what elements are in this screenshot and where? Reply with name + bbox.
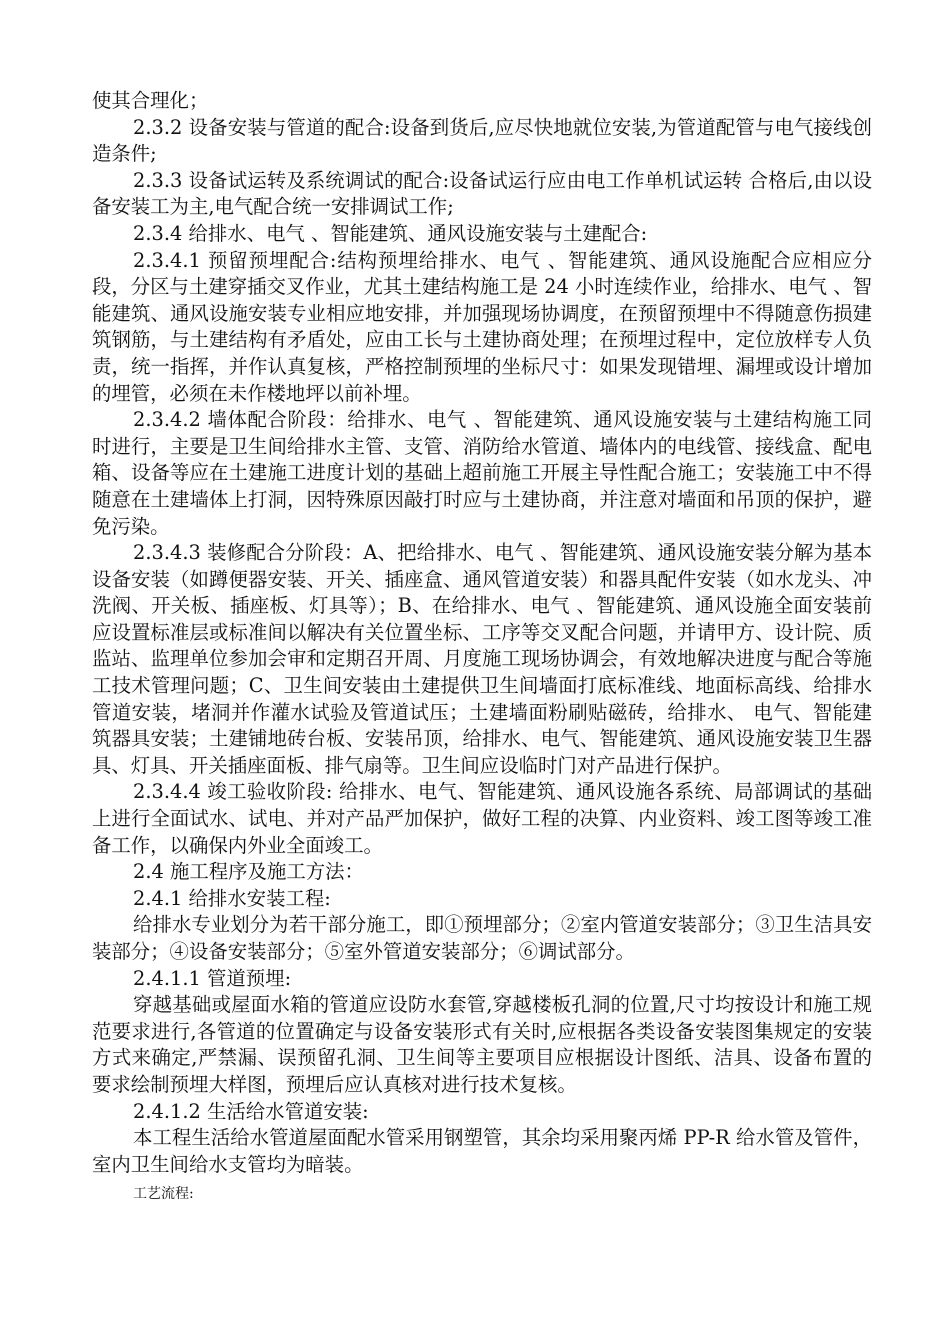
paragraph: 2.3.4.3 装修配合分阶段：A、把给排水、电气 、智能建筑、通风设施安装分解为基本设备安装（如蹲便器安装、开关、插座盒、通风管道安装）和器具配件安装（如水龙头、冲洗阀、开关板、插座板、灯具等）；B、在给排水、电气 、智能建筑、通风设施全面安装前应设置标准层或标准间以解决有关位置坐标、工序等交叉配合问题，并请甲方、设计院、质监站、监理单位参加会审和定期召开周、月度施工现场协调会，有效地解决进度与配合等施工技术管理问题；C、卫生间安装由土建提供卫生间墙面打底标准线、地面标高线、给排水管道安装，堵洞并作灌水试验及管道试压；土建墙面粉刷贴磁砖，给排水、 电气、智能建筑器具安装；土建铺地砖台板、安装吊顶，给排水、电气、智能建筑、通风设施安装卫生器具、灯具、开关插座面板、排气扇等。卫生间应设临时门对产品进行保护。	[92, 541, 872, 777]
paragraph: 2.3.4.4 竣工验收阶段: 给排水、电气、智能建筑、通风设施各系统、局部调试的基础上进行全面试水、试电、并对产品严加保护，做好工程的决算、内业资料、竣工图等竣工准备工作，以确保内外业全面竣工。	[92, 780, 872, 857]
paragraph: 2.3.4.1 预留预埋配合:结构预埋给排水、电气 、智能建筑、通风设施配合应相应分段，分区与土建穿插交叉作业，尤其土建结构施工是 24 小时连续作业，给排水、电气 、智能建筑、通风设施安装专业相应地安排，并加强现场协调度，在预留预埋中不得随意伤损建筑钢筋，与土建结构有矛盾处，应由工长与土建协商处理；在预埋过程中，定位放样专人负责，统一指挥，并作认真复核，严格控制预埋的坐标尺寸：如果发现错埋、漏埋或设计增加的埋管，必须在未作楼地坪以前补埋。	[92, 248, 873, 405]
paragraph: 2.3.2 设备安装与管道的配合:设备到货后,应尽快地就位安装,为管道配管与电气接线创造条件;	[92, 115, 872, 166]
section-heading: 2.4.1.1 管道预埋:	[133, 966, 292, 990]
paragraph: 本工程生活给水管道屋面配水管采用钢塑管，其余均采用聚丙烯 PP-R 给水管及管件，室内卫生间给水支管均为暗装。	[92, 1126, 872, 1176]
paragraph: 2.3.4.2 墙体配合阶段：给排水、电气 、智能建筑、通风设施安装与土建结构施工同时进行，主要是卫生间给排水主管、支管、消防给水管道、墙体内的电线管、接线盒、配电箱、设备等应在土建施工进度计划的基础上超前施工开展主导性配合施工；安装施工中不得随意在土建墙体上打洞，因特殊原因敲打时应与土建协商，并注意对墙面和吊顶的保护，避免污染。	[92, 408, 872, 538]
paragraph: 使其合理化；	[92, 89, 209, 112]
paragraph: 2.3.3 设备试运转及系统调试的配合:设备试运行应由电工作单机试运转 合格后,由以设备安装工为主,电气配合统一安排调试工作;	[92, 168, 872, 219]
section-heading: 2.4 施工程序及施工方法：	[133, 860, 364, 884]
section-heading: 2.4.1.2 生活给水管道安装:	[133, 1099, 369, 1123]
paragraph: 给排水专业划分为若干部分施工，即①预埋部分；②室内管道安装部分；③卫生洁具安装部分；④设备安装部分；⑤室外管道安装部分；⑥调试部分。	[92, 913, 872, 963]
paragraph: 穿越基础或屋面水箱的管道应设防水套管,穿越楼板孔洞的位置,尺寸均按设计和施工规范要求进行,各管道的位置确定与设备安装形式有关时,应根据各类设备安装图集规定的安装方式来确定,严禁漏、误预留孔洞、卫生间等主要项目应根据设计图纸、洁具、设备布置的要求绘制预埋大样图，预埋后应认真核对进行技术复核。	[92, 993, 872, 1096]
document-body	[92, 88, 872, 1204]
section-heading: 2.4.1 给排水安装工程:	[133, 886, 331, 910]
paragraph: 2.3.4 给排水、电气 、智能建筑、通风设施安装与土建配合:	[133, 221, 648, 245]
process-flow-caption: 工艺流程:	[133, 1186, 194, 1203]
